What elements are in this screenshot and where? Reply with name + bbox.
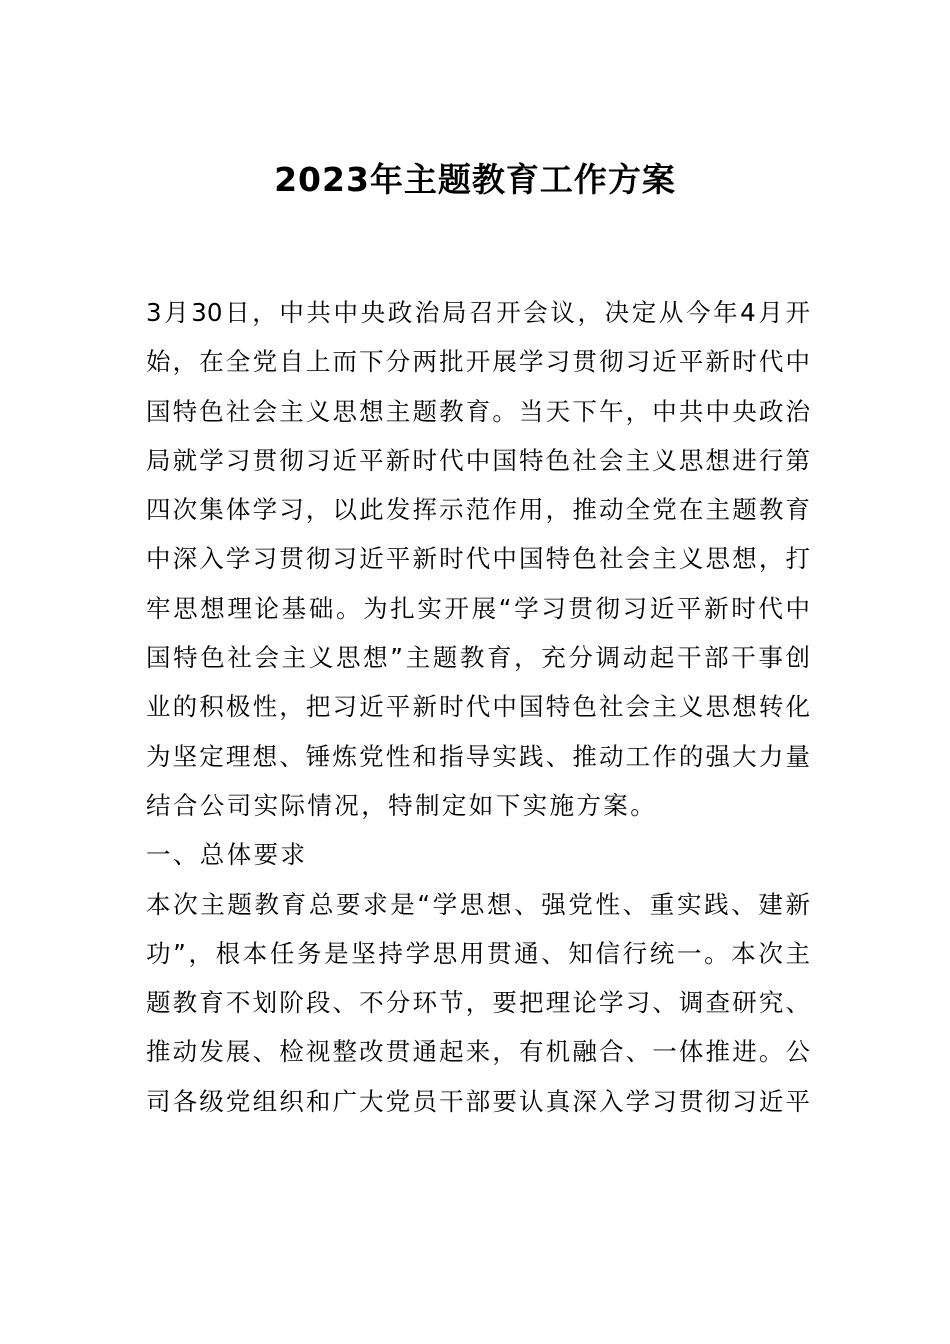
body-line: 题教育不划阶段、不分环节，要把理论学习、调查研究、 [146,988,810,1018]
section-heading: 一、总体要求 [146,840,308,870]
body-line: 推动发展、检视整改贯通起来，有机融合、一体推进。公 [146,1037,810,1067]
body-line: 国特色社会主义思想主题教育。当天下午，中共中央政治 [146,396,810,426]
body-line: 中深入学习贯彻习近平新时代中国特色社会主义思想，打 [146,544,810,574]
body-line: 司各级党组织和广大党员干部要认真深入学习贯彻习近平 [146,1086,810,1116]
body-line: 为坚定理想、锤炼党性和指导实践、推动工作的强大力量 [146,741,810,771]
body-line: 本次主题教育总要求是“学思想、强党性、重实践、建新 [146,889,810,919]
body-line: 牢思想理论基础。为扎实开展“学习贯彻习近平新时代中 [146,593,810,623]
document-body [146,293,810,1131]
body-line: 3月30日，中共中央政治局召开会议，决定从今年4月开 [146,298,810,327]
body-line: 局就学习贯彻习近平新时代中国特色社会主义思想进行第 [146,445,810,475]
body-line: 国特色社会主义思想”主题教育，充分调动起干部干事创 [146,643,810,673]
body-line: 四次集体学习，以此发挥示范作用，推动全党在主题教育 [146,495,810,525]
body-line: 始，在全党自上而下分两批开展学习贯彻习近平新时代中 [146,347,810,377]
document-title: 2023年主题教育工作方案 [274,160,676,199]
body-line: 结合公司实际情况，特制定如下实施方案。 [146,790,658,820]
body-line: 业的积极性，把习近平新时代中国特色社会主义思想转化 [146,692,810,722]
body-line: 功”，根本任务是坚持学思用贯通、知信行统一。本次主 [146,938,810,968]
